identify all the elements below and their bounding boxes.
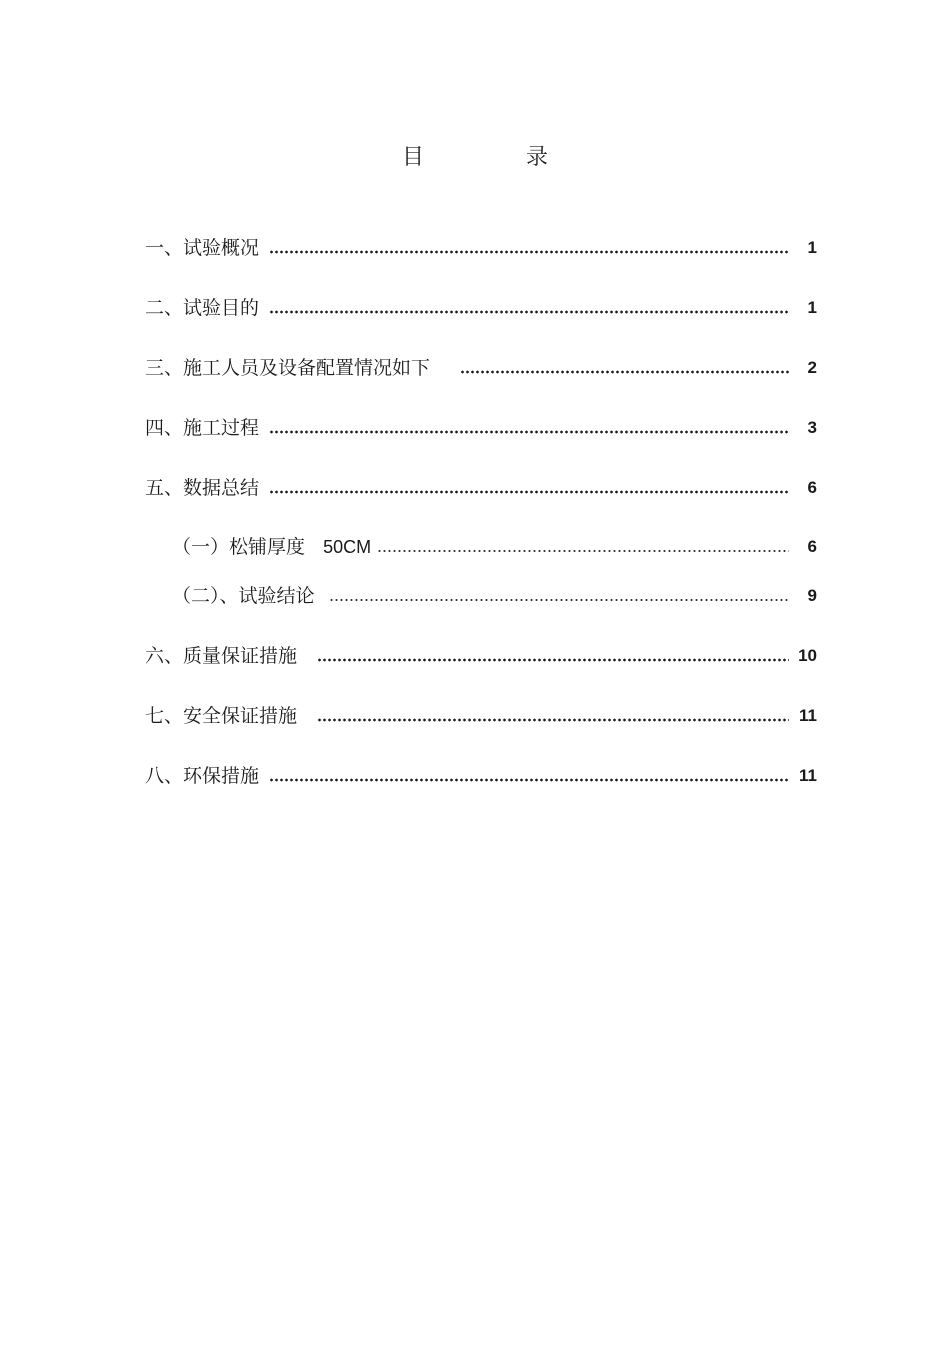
toc-entry-5[interactable] [145, 474, 817, 500]
toc-entry-label: 五、数据总结 [145, 477, 260, 499]
toc-entry-label [172, 535, 371, 559]
toc-entry-label: 三、施工人员及设备配置情况如下 [145, 357, 431, 379]
toc-leader-dots [460, 369, 789, 375]
toc-leader-dots [269, 429, 789, 435]
toc-leader-dots [269, 489, 789, 495]
toc-entry-label: 七、安全保证措施 [145, 705, 298, 727]
toc-entry-1[interactable] [145, 234, 817, 260]
toc-entry-page: 3 [807, 418, 817, 437]
toc-entry-label-value: 50CM [323, 537, 372, 557]
toc-leader-dots [269, 249, 789, 255]
toc-entry-page: 11 [799, 706, 817, 725]
toc-entry-label: 八、环保措施 [145, 765, 260, 787]
toc-leader-dots [329, 597, 789, 603]
toc-entry-7[interactable] [145, 702, 817, 728]
toc-entry-label: （二）、试验结论 [172, 585, 315, 607]
toc-entry-page: 6 [807, 537, 817, 556]
toc-entry-page: 9 [807, 586, 817, 605]
toc-entry-page: 6 [807, 478, 817, 497]
toc-entry-page: 1 [807, 238, 817, 257]
toc-leader-dots [317, 717, 789, 723]
toc-entry-8[interactable] [145, 762, 817, 788]
toc-entry-label: 六、质量保证措施 [145, 645, 298, 667]
toc-entry-4[interactable] [145, 414, 817, 440]
toc-leader-dots [317, 657, 789, 663]
toc-leader-dots [269, 777, 789, 783]
toc-title: 目 录 [401, 145, 588, 170]
toc-entry-label: 四、施工过程 [145, 417, 260, 439]
toc-entry-5-2[interactable] [172, 582, 817, 608]
toc-entry-5-1[interactable] [172, 533, 817, 559]
toc-entry-label-prefix: （一）松铺厚度 [172, 536, 306, 558]
toc-entry-6[interactable] [145, 642, 817, 668]
toc-entry-label: 二、试验目的 [145, 297, 260, 319]
toc-entry-page: 2 [807, 358, 817, 377]
toc-entry-3[interactable] [145, 354, 817, 380]
toc-leader-dots [269, 309, 789, 315]
toc-leader-dots [377, 548, 789, 554]
toc-entry-page: 10 [798, 646, 817, 665]
toc-entry-page: 11 [799, 766, 817, 785]
toc-entry-page: 1 [807, 298, 817, 317]
toc-entry-label: 一、试验概况 [145, 237, 260, 259]
toc-entry-2[interactable] [145, 294, 817, 320]
